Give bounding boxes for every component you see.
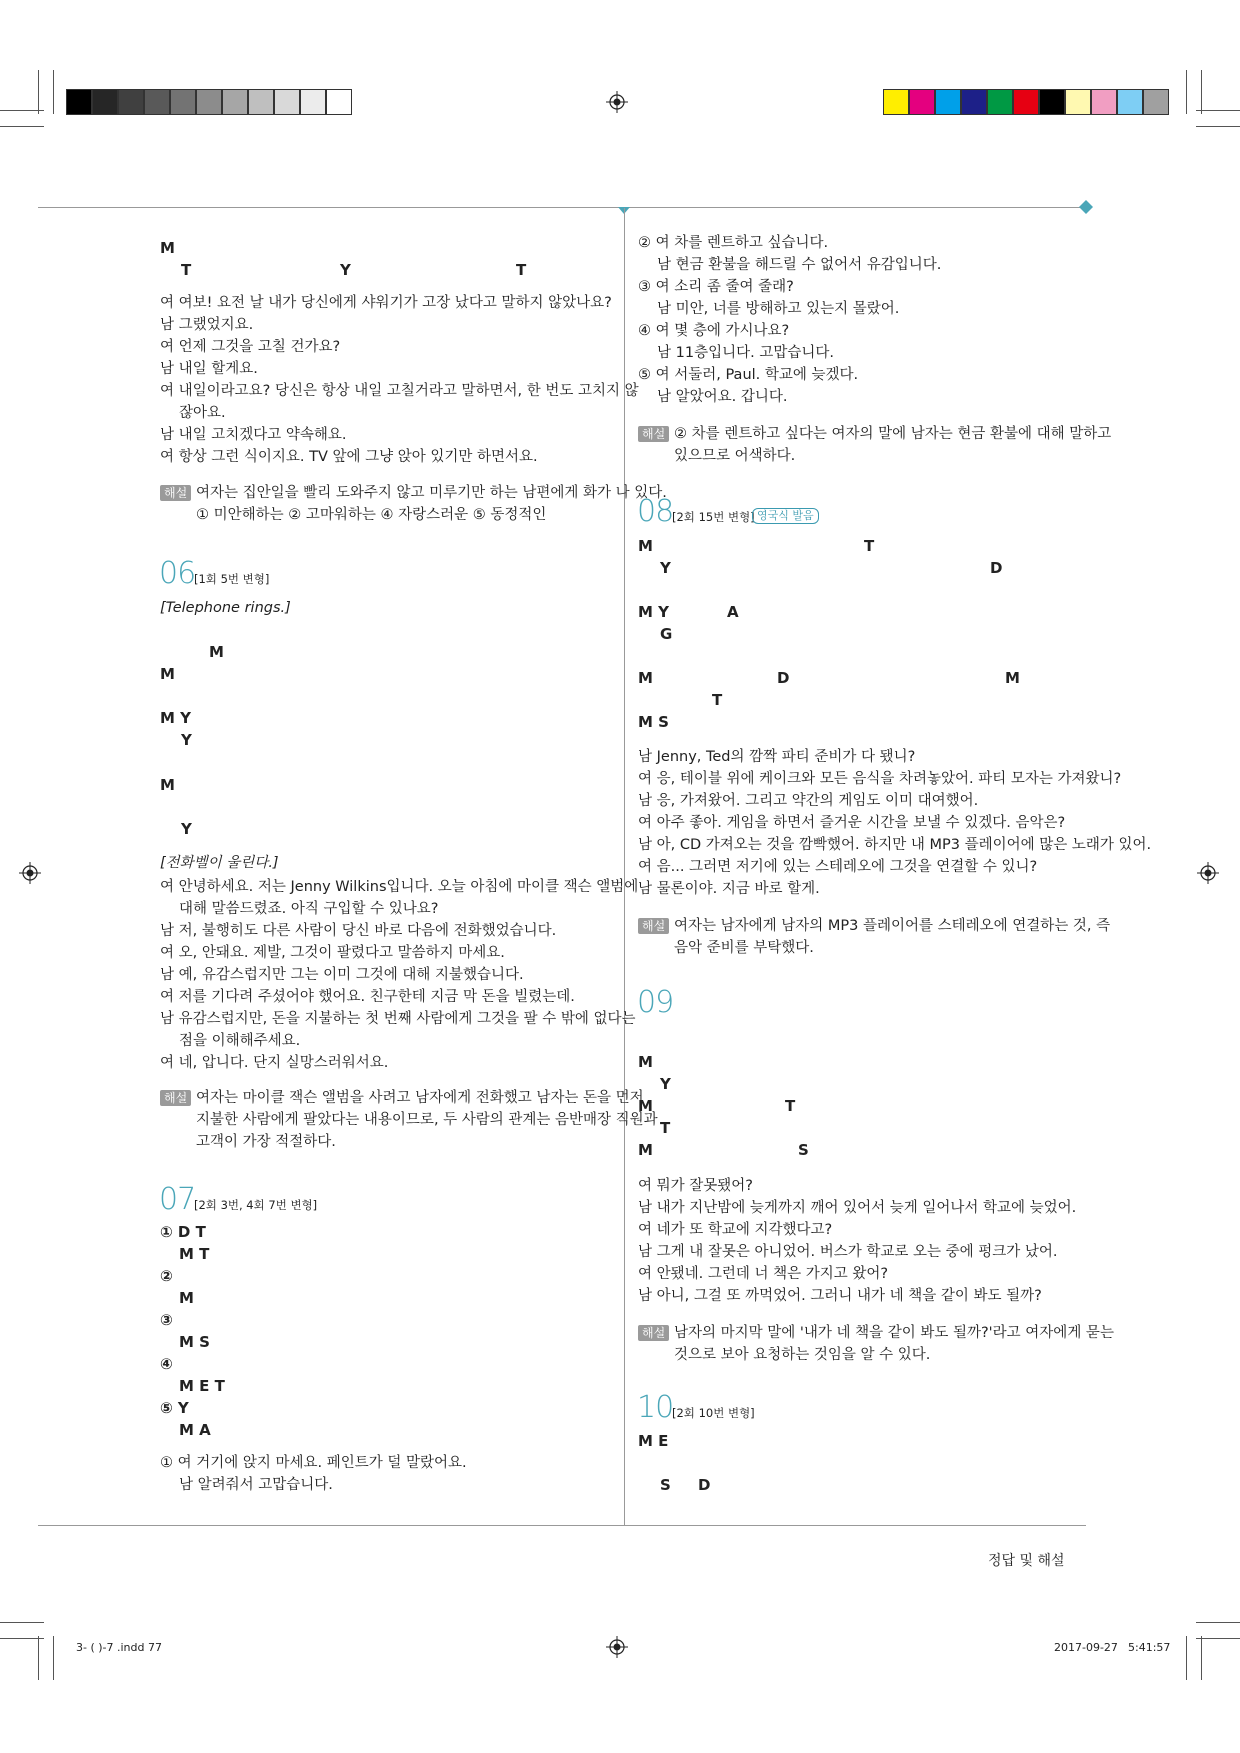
english-initial: ③ — [160, 1311, 173, 1329]
script-line: ③ 여 소리 좀 줄여 줄래? — [638, 279, 794, 295]
explanation-line: 있으므로 어색하다. — [674, 448, 796, 464]
explanation-line: 고객이 가장 적절하다. — [196, 1134, 336, 1150]
script-line: 여 아주 좋아. 게임을 하면서 즐거운 시간을 보낼 수 있겠다. 음악은? — [638, 815, 1066, 831]
script-line: 남 알려줘서 고맙습니다. — [179, 1477, 333, 1493]
explanation-line: 여자는 남자에게 남자의 MP3 플레이어를 스테레오에 연결하는 것, 즉 — [674, 918, 1111, 934]
registration-mark-top-icon — [606, 91, 628, 113]
top-rule — [38, 207, 1086, 208]
script-line: 여 네, 압니다. 단지 실망스러워서요. — [160, 1055, 389, 1071]
english-initial: M — [638, 669, 653, 687]
registration-mark-right-icon — [1197, 862, 1219, 884]
explanation-line: 음악 준비를 부탁했다. — [674, 940, 814, 956]
question-number: 08 — [637, 494, 674, 529]
script-line: 여 안됐네. 그런데 너 책은 가지고 왔어? — [638, 1266, 889, 1282]
explanation-line: ① 미안해하는 ② 고마워하는 ④ 자랑스러운 ⑤ 동정적인 — [196, 507, 547, 523]
question-source-tag: [2회 3번, 4회 7번 변형] — [194, 1198, 318, 1212]
english-initial: M — [160, 665, 175, 683]
question-source-tag: [2회 15번 변형] — [672, 510, 755, 524]
english-initial: D — [990, 559, 1003, 577]
script-line: 남 아, CD 가져오는 것을 깜빡했어. 하지만 내 MP3 플레이어에 많은 노래가 있어. — [638, 837, 1152, 853]
english-initial: A — [727, 603, 739, 621]
english-initial: G — [660, 625, 673, 643]
top-rule-diamond-icon — [1079, 200, 1093, 214]
registration-mark-bottom-icon — [606, 1636, 628, 1658]
script-line: 여 언제 그것을 고칠 건가요? — [160, 339, 341, 355]
english-initial: ④ — [160, 1355, 173, 1373]
english-initial: Y — [340, 261, 351, 279]
page-section-label: 정답 및 해설 — [988, 1553, 1065, 1569]
explanation-line: 것으로 보아 요청하는 것임을 알 수 있다. — [674, 1347, 931, 1363]
english-initial: T — [660, 1119, 671, 1137]
script-line: 대해 말씀드렸죠. 아직 구입할 수 있나요? — [179, 901, 439, 917]
script-line: 남 아니, 그걸 또 까먹었어. 그러니 내가 네 책을 같이 봐도 될까? — [638, 1288, 1042, 1304]
footer-date: 2017-09-27 — [1054, 1641, 1118, 1654]
script-line: ① 여 거기에 앉지 마세요. 페인트가 덜 말랐어요. — [160, 1455, 467, 1471]
script-line: 여 오, 안돼요. 제발, 그것이 팔렸다고 말씀하지 마세요. — [160, 945, 505, 961]
script-line: 남 응, 가져왔어. 그리고 약간의 게임도 이미 대여했어. — [638, 793, 979, 809]
english-initial: Y — [181, 820, 192, 838]
script-line: 점을 이해해주세요. — [179, 1033, 301, 1049]
script-line: 남 물론이야. 지금 바로 할게. — [638, 881, 820, 897]
question-number: 10 — [637, 1390, 674, 1425]
english-initial: M S — [179, 1333, 210, 1351]
footer-filename: 3- ( )-7 .indd 77 — [76, 1641, 162, 1654]
english-initial: T — [712, 691, 723, 709]
bottom-rule — [38, 1525, 1086, 1526]
script-line: 남 그게 내 잘못은 아니었어. 버스가 학교로 오는 중에 펑크가 났어. — [638, 1244, 1058, 1260]
script-line: 남 11층입니다. 고맙습니다. — [657, 345, 834, 361]
script-line: ⑤ 여 서둘러, Paul. 학교에 늦겠다. — [638, 367, 859, 383]
script-line: ② 여 차를 렌트하고 싶습니다. — [638, 235, 829, 251]
script-line: 잖아요. — [179, 405, 226, 421]
script-line: 남 그랬었지요. — [160, 317, 254, 333]
script-line: 여 내일이라고요? 당신은 항상 내일 고칠거라고 말하면서, 한 번도 고치지 않 — [160, 383, 639, 399]
english-initial: ② — [160, 1267, 173, 1285]
english-initial: M — [160, 776, 175, 794]
script-line: 여 네가 또 학교에 지각했다고? — [638, 1222, 833, 1238]
english-initial: M S — [638, 713, 669, 731]
question-number: 09 — [637, 985, 674, 1020]
english-initial: T — [516, 261, 527, 279]
explanation-line: ② 차를 렌트하고 싶다는 여자의 말에 남자는 현금 환불에 대해 말하고 — [674, 426, 1112, 442]
english-initial: T — [785, 1097, 796, 1115]
script-line: 남 Jenny, Ted의 깜짝 파티 준비가 다 됐니? — [638, 749, 916, 765]
script-line: 남 내가 지난밤에 늦게까지 깨어 있어서 늦게 일어나서 학교에 늦었어. — [638, 1200, 1077, 1216]
explanation-line: 여자는 집안일을 빨리 도와주지 않고 미루기만 하는 남편에게 화가 나 있다. — [196, 485, 667, 501]
english-initial: Y — [660, 1075, 671, 1093]
english-initial: M — [638, 1097, 653, 1115]
english-initial: M — [638, 537, 653, 555]
explanation-line: 지불한 사람에게 팔았다는 내용이므로, 두 사람의 관계는 음반매장 직원과 — [196, 1112, 658, 1128]
english-initial: D — [777, 669, 790, 687]
question-number: 06 — [159, 556, 196, 591]
english-initial: Y — [181, 731, 192, 749]
english-initial: S — [798, 1141, 809, 1159]
script-line: 여 응, 테이블 위에 케이크와 모든 음식을 차려놓았어. 파티 모자는 가져왔니? — [638, 771, 1122, 787]
english-initial: Y — [660, 559, 671, 577]
stage-direction: [Telephone rings.] — [160, 600, 291, 616]
registration-mark-left-icon — [19, 862, 41, 884]
english-initial: ① D T — [160, 1223, 206, 1241]
english-initial: M Y — [160, 709, 192, 727]
english-initial: M Y — [638, 603, 670, 621]
accent-badge: 영국식 발음 — [752, 508, 819, 524]
script-line: 남 현금 환불을 해드릴 수 없어서 유감입니다. — [657, 257, 942, 273]
english-initial: M — [638, 1053, 653, 1071]
english-initial: T — [181, 261, 192, 279]
question-number: 07 — [159, 1182, 196, 1217]
english-initial: D — [698, 1476, 711, 1494]
english-initial: M E T — [179, 1377, 225, 1395]
explanation-label: 해설 — [638, 918, 669, 934]
english-initial: M — [209, 643, 224, 661]
english-initial: S — [660, 1476, 671, 1494]
stage-direction-korean: [전화벨이 울린다.] — [160, 855, 279, 871]
script-line: 남 저, 불행히도 다른 사람이 당신 바로 다음에 전화했었습니다. — [160, 923, 557, 939]
script-line: 남 내일 고치겠다고 약속해요. — [160, 427, 347, 443]
question-source-tag: [2회 10번 변형] — [672, 1406, 755, 1420]
english-initial: M A — [179, 1421, 211, 1439]
script-line: 남 내일 할게요. — [160, 361, 258, 377]
question-source-tag: [1회 5번 변형] — [194, 572, 270, 586]
english-initial: M E — [638, 1432, 669, 1450]
english-initial: M T — [179, 1245, 210, 1263]
english-initial: T — [864, 537, 875, 555]
explanation-label: 해설 — [638, 426, 669, 442]
script-line: 여 뭐가 잘못됐어? — [638, 1178, 753, 1194]
script-line: 여 항상 그런 식이지요. TV 앞에 그냥 앉아 있기만 하면서요. — [160, 449, 538, 465]
script-line: ④ 여 몇 층에 가시나요? — [638, 323, 790, 339]
column-divider — [624, 208, 625, 1525]
explanation-line: 여자는 마이클 잭슨 앨범을 사려고 남자에게 전화했고 남자는 돈을 먼저 — [196, 1090, 644, 1106]
explanation-label: 해설 — [160, 485, 191, 501]
script-line: 여 저를 기다려 주셨어야 했어요. 친구한테 지금 막 돈을 빌렸는데. — [160, 989, 575, 1005]
english-initial: M — [179, 1289, 194, 1307]
script-line: 남 알았어요. 갑니다. — [657, 389, 788, 405]
explanation-line: 남자의 마지막 말에 '내가 네 책을 같이 봐도 될까?'라고 여자에게 묻는 — [674, 1325, 1114, 1341]
explanation-label: 해설 — [160, 1090, 191, 1106]
script-line: 여 음... 그러면 저기에 있는 스테레오에 그것을 연결할 수 있니? — [638, 859, 1038, 875]
script-line: 여 안녕하세요. 저는 Jenny Wilkins입니다. 오늘 아침에 마이클 잭슨 앨범에 — [160, 879, 639, 895]
script-line: 남 예, 유감스럽지만 그는 이미 그것에 대해 지불했습니다. — [160, 967, 524, 983]
english-initial: M — [638, 1141, 653, 1159]
script-line: 여 여보! 요전 날 내가 당신에게 샤워기가 고장 났다고 말하지 않았나요? — [160, 295, 612, 311]
script-line: 남 미안, 너를 방해하고 있는지 몰랐어. — [657, 301, 900, 317]
explanation-label: 해설 — [638, 1325, 669, 1341]
english-initial: M — [1005, 669, 1020, 687]
footer-time: 5:41:57 — [1128, 1641, 1171, 1654]
english-initial: ⑤ Y — [160, 1399, 189, 1417]
english-initial: M — [160, 239, 175, 257]
script-line: 남 유감스럽지만, 돈을 지불하는 첫 번째 사람에게 그것을 팔 수 밖에 없다는 — [160, 1011, 636, 1027]
